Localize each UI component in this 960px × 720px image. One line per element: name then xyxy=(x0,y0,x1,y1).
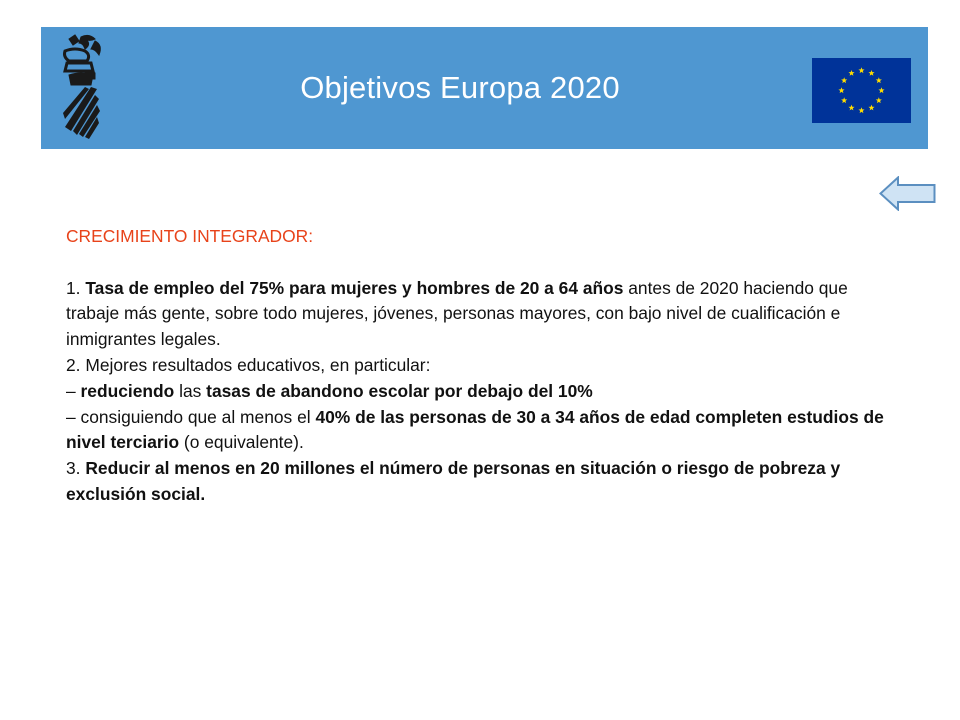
item-text: antes de 2020 haciendo que trabaje más gente, sobre todo mujeres, jóvenes, personas mayores, con bajo nivel de cualificación e inmigrantes legales. xyxy=(66,277,848,350)
item-text: (o equivalente). xyxy=(179,432,304,453)
item-number: 3. xyxy=(66,458,86,479)
objective-item-2-sub-2 xyxy=(66,405,896,457)
item-dash: – xyxy=(66,380,81,401)
content-body xyxy=(66,224,896,508)
section-heading: CRECIMIENTO INTEGRADOR: xyxy=(66,226,314,246)
item-highlight: tasas de abandono escolar por debajo del 10% xyxy=(206,380,593,401)
item-number: 1. xyxy=(66,277,86,298)
page-title: Objetivos Europa 2020 xyxy=(300,70,620,105)
item-text: – consiguiendo que al menos el xyxy=(66,406,316,427)
objective-item-2-sub-1 xyxy=(66,379,896,405)
item-highlight: reduciendo xyxy=(80,380,175,401)
objective-item-2-intro: 2. Mejores resultados educativos, en particular: xyxy=(66,354,431,375)
objective-item-1 xyxy=(66,276,896,353)
objective-item-3 xyxy=(66,456,896,508)
item-highlight: 40% de las personas de 30 a 34 años de edad completen estudios de nivel terciario xyxy=(66,406,884,453)
item-highlight: Tasa de empleo del 75% para mujeres y hombres de 20 a 64 años xyxy=(85,277,624,298)
item-text: las xyxy=(174,380,207,401)
eu-flag-icon xyxy=(812,58,911,123)
item-highlight: Reducir al menos en 20 millones el número de personas en situación o riesgo de pobreza y exclusión social. xyxy=(66,458,841,504)
back-arrow-icon[interactable] xyxy=(879,176,936,211)
